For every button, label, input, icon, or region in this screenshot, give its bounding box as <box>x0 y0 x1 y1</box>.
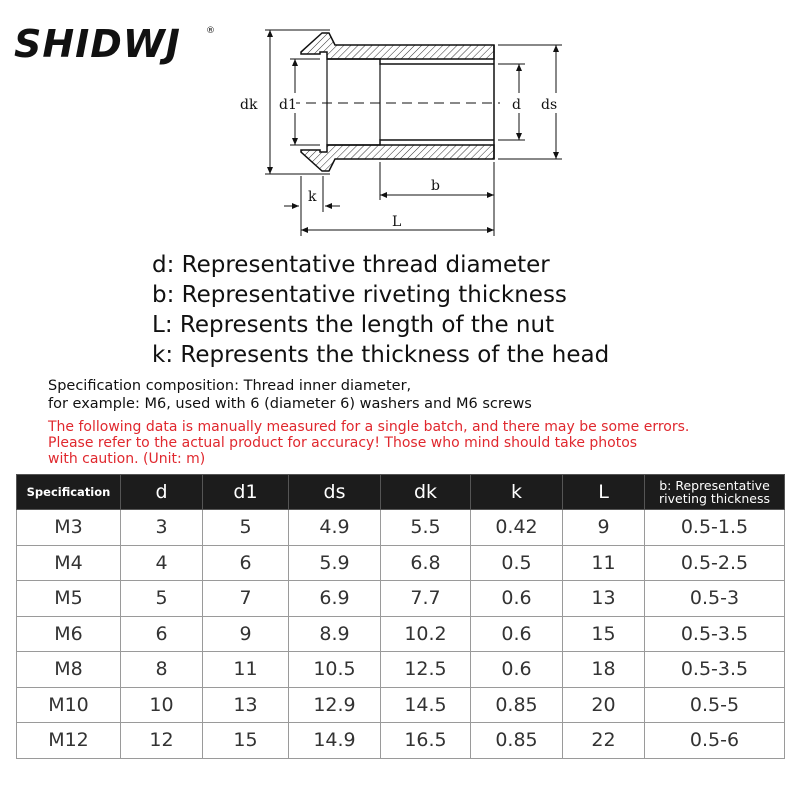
column-header-specification: Specification <box>17 475 121 510</box>
table-cell: 22 <box>563 723 645 759</box>
table-cell: 15 <box>203 723 289 759</box>
table-cell: 0.5-3 <box>645 581 785 617</box>
table-cell: 5 <box>203 510 289 546</box>
table-cell: 14.9 <box>289 723 381 759</box>
registered-mark: ® <box>206 26 215 36</box>
table-body <box>17 510 785 759</box>
table-cell: 10.2 <box>381 616 471 652</box>
column-header-l: L <box>563 475 645 510</box>
table-cell: 12 <box>121 723 203 759</box>
table-cell: 13 <box>203 687 289 723</box>
table-cell: M8 <box>17 652 121 688</box>
table-cell: 18 <box>563 652 645 688</box>
dimension-lines <box>265 30 562 236</box>
dim-label-ds: ds <box>541 97 558 113</box>
spec-description <box>48 377 532 413</box>
table-cell: 14.5 <box>381 687 471 723</box>
note-line: with caution. (Unit: m) <box>48 451 206 467</box>
table-cell: 0.85 <box>471 723 563 759</box>
table-cell: 0.5 <box>471 545 563 581</box>
table-row <box>17 581 785 617</box>
note-line: The following data is manually measured for a single batch, and there may be some errors. <box>48 419 690 435</box>
table-row <box>17 652 785 688</box>
dim-label-L: L <box>392 214 402 230</box>
table-cell: 7 <box>203 581 289 617</box>
table-cell: 0.5-3.5 <box>645 616 785 652</box>
column-header-ds: ds <box>289 475 381 510</box>
table-cell: 4.9 <box>289 510 381 546</box>
table-cell: M12 <box>17 723 121 759</box>
table-cell: 0.5-1.5 <box>645 510 785 546</box>
legend-item-k: k: Represents the thickness of the head <box>152 342 610 368</box>
table-cell: M10 <box>17 687 121 723</box>
table-cell: 6.8 <box>381 545 471 581</box>
dim-label-b: b <box>431 178 440 194</box>
table-cell: 10.5 <box>289 652 381 688</box>
table-cell: 0.42 <box>471 510 563 546</box>
table-cell: 16.5 <box>381 723 471 759</box>
table-header-row <box>17 475 785 510</box>
column-header-d: d <box>121 475 203 510</box>
table-cell: 6 <box>203 545 289 581</box>
table-row <box>17 723 785 759</box>
table-cell: 0.5-2.5 <box>645 545 785 581</box>
spec-line: Specification composition: Thread inner diameter, <box>48 378 412 394</box>
table-cell: 10 <box>121 687 203 723</box>
legend <box>152 250 609 370</box>
table-cell: M3 <box>17 510 121 546</box>
table-cell: M4 <box>17 545 121 581</box>
table-row <box>17 687 785 723</box>
table-cell: 12.5 <box>381 652 471 688</box>
table-cell: 5 <box>121 581 203 617</box>
brand-logo: SHIDWJ <box>14 22 181 66</box>
dim-label-k: k <box>308 189 317 205</box>
table-cell: 20 <box>563 687 645 723</box>
table-cell: 15 <box>563 616 645 652</box>
table-cell: 11 <box>203 652 289 688</box>
column-header-dk: dk <box>381 475 471 510</box>
table-cell: 12.9 <box>289 687 381 723</box>
table-cell: 0.5-5 <box>645 687 785 723</box>
table-cell: 0.5-3.5 <box>645 652 785 688</box>
table-cell: M6 <box>17 616 121 652</box>
legend-item-d: d: Representative thread diameter <box>152 252 550 278</box>
table-cell: 0.6 <box>471 581 563 617</box>
table-cell: M5 <box>17 581 121 617</box>
table-cell: 0.6 <box>471 652 563 688</box>
table-cell: 6.9 <box>289 581 381 617</box>
note-line: Please refer to the actual product for accuracy! Those who mind should take photos <box>48 435 638 451</box>
table-cell: 11 <box>563 545 645 581</box>
table-cell: 5.5 <box>381 510 471 546</box>
table-cell: 0.85 <box>471 687 563 723</box>
table-row <box>17 616 785 652</box>
column-header-b: b: Representative riveting thickness <box>645 475 785 510</box>
rivet-nut-drawing <box>0 0 800 250</box>
dim-label-d: d <box>512 97 521 113</box>
legend-item-b: b: Representative riveting thickness <box>152 282 567 308</box>
table-cell: 6 <box>121 616 203 652</box>
table-cell: 5.9 <box>289 545 381 581</box>
dim-label-d1: d1 <box>279 97 297 113</box>
table-cell: 8.9 <box>289 616 381 652</box>
nut-cross-section <box>301 33 494 171</box>
spec-line: for example: M6, used with 6 (diameter 6) washers and M6 screws <box>48 396 532 412</box>
table-cell: 13 <box>563 581 645 617</box>
legend-item-l: L: Represents the length of the nut <box>152 312 555 338</box>
table-cell: 0.5-6 <box>645 723 785 759</box>
table-cell: 7.7 <box>381 581 471 617</box>
table-cell: 0.6 <box>471 616 563 652</box>
table-row <box>17 545 785 581</box>
table-cell: 9 <box>203 616 289 652</box>
dim-label-dk: dk <box>240 97 258 113</box>
column-header-k: k <box>471 475 563 510</box>
column-header-d1: d1 <box>203 475 289 510</box>
table-cell: 3 <box>121 510 203 546</box>
table-cell: 8 <box>121 652 203 688</box>
table-row <box>17 510 785 546</box>
table-cell: 9 <box>563 510 645 546</box>
measurement-note <box>48 419 689 467</box>
table-cell: 4 <box>121 545 203 581</box>
spec-table <box>16 474 785 759</box>
